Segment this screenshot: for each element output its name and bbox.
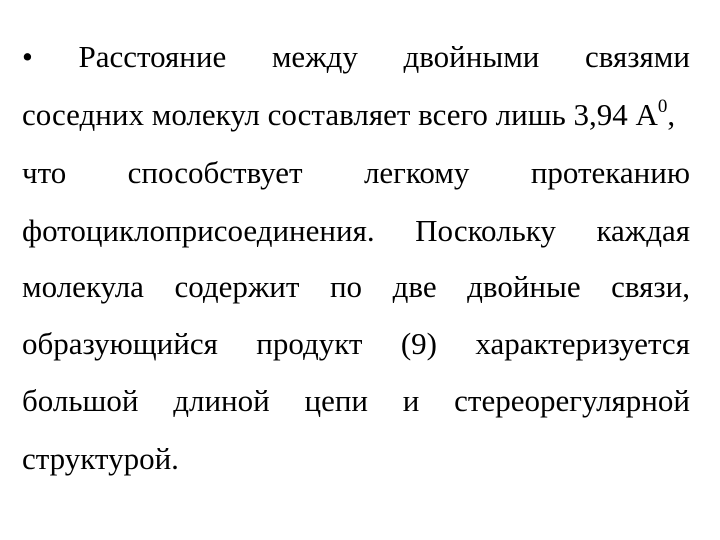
word: двойные <box>467 269 581 304</box>
text-line-6 <box>22 324 690 364</box>
text-line-3 <box>22 153 690 193</box>
word: образующийся <box>22 326 218 361</box>
word: продукт <box>256 326 363 361</box>
word: по <box>329 269 363 304</box>
text-line-1 <box>22 37 690 77</box>
word: фотоциклоприсоединения. <box>22 213 375 248</box>
text-line-2 <box>22 95 690 135</box>
superscript: 0 <box>657 96 668 117</box>
text-line-5 <box>22 267 690 307</box>
word: что <box>22 155 67 190</box>
text-segment: , <box>667 97 676 132</box>
word: связями <box>585 39 690 74</box>
word: протеканию <box>530 155 690 190</box>
word: двойными <box>403 39 540 74</box>
word: (9) <box>400 326 437 361</box>
word: цепи <box>304 383 369 418</box>
word: и <box>402 383 420 418</box>
word: содержит <box>174 269 300 304</box>
line-text <box>22 95 675 135</box>
text-segment: соседних молекул составляет всего лишь 3,94 А <box>22 97 658 132</box>
word: Расстояние <box>78 39 227 74</box>
text-line-4 <box>22 211 690 251</box>
word: стереорегулярной <box>454 383 690 418</box>
text-line-8 <box>22 439 690 479</box>
text-line-7 <box>22 381 690 421</box>
word: характеризуется <box>475 326 690 361</box>
word: длиной <box>173 383 270 418</box>
word: между <box>271 39 358 74</box>
word: способствует <box>127 155 303 190</box>
word: структурой. <box>22 441 179 476</box>
word: связи, <box>611 269 690 304</box>
word: большой <box>22 383 139 418</box>
word: каждая <box>596 213 690 248</box>
word: две <box>392 269 437 304</box>
word: молекула <box>22 269 144 304</box>
word: легкому <box>363 155 470 190</box>
bullet: • <box>22 39 33 74</box>
word: Поскольку <box>415 213 556 248</box>
